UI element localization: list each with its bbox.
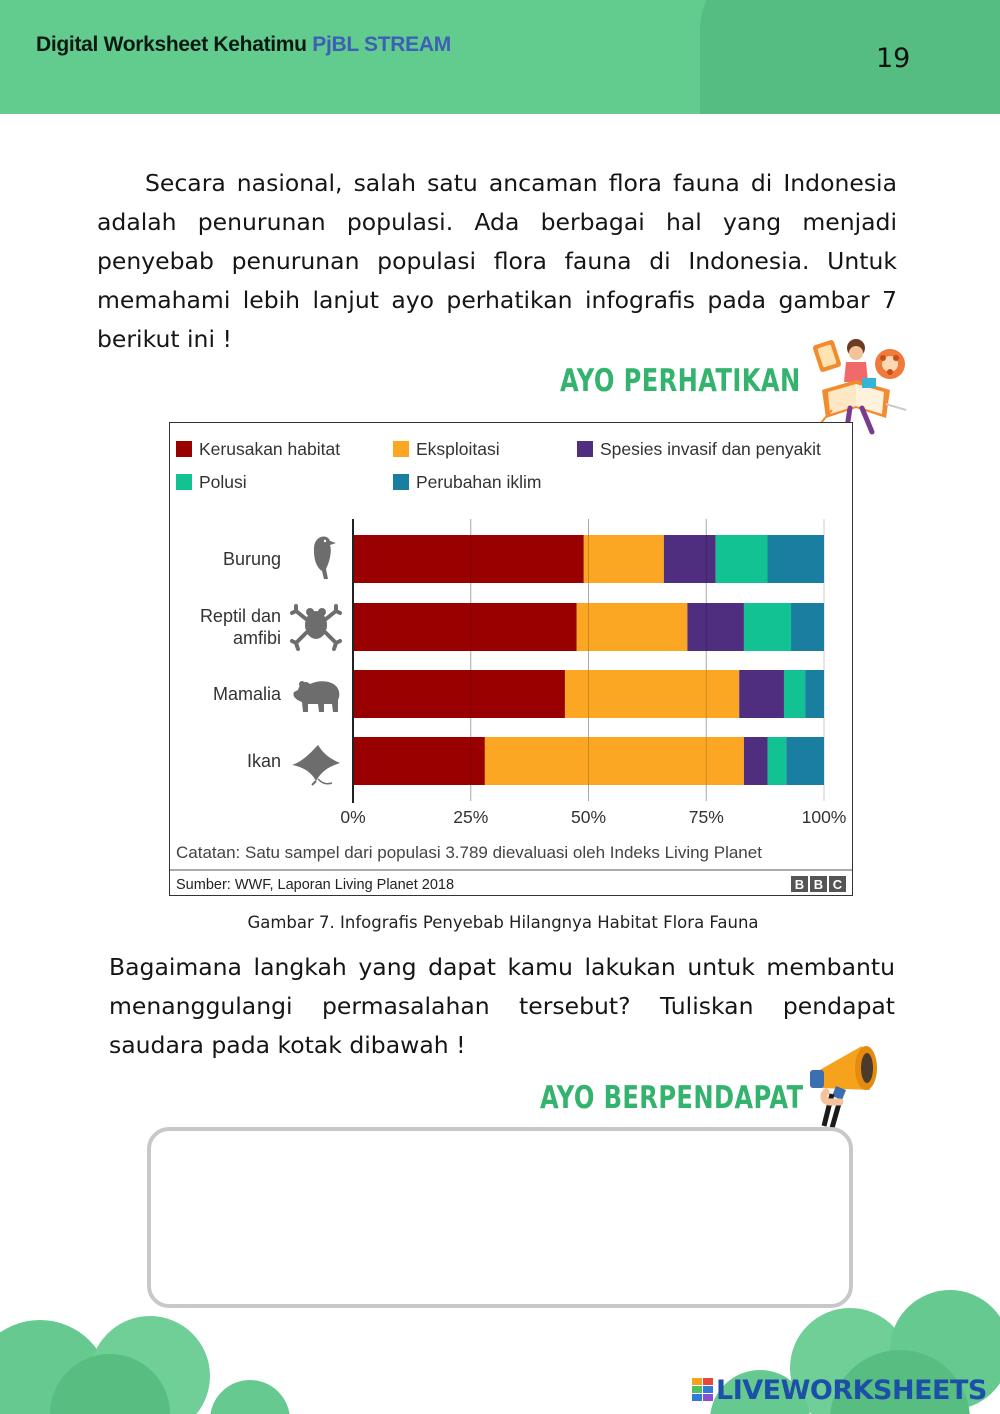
bbc-logo (791, 876, 846, 892)
page-number: 19 (876, 43, 911, 74)
worksheet-title-accent: PjBL STREAM (312, 33, 451, 56)
figure-caption: Gambar 7. Infografis Penyebab Hilangnya Habitat Flora Fauna (247, 913, 759, 932)
page-header (0, 0, 1000, 114)
liveworksheets-wordmark: LIVEWORKSHEETS (716, 1374, 987, 1406)
bar-mamalia-kerusakan-habitat (353, 670, 565, 718)
answer-box (147, 1127, 853, 1308)
legend-swatch-polusi (176, 474, 192, 490)
bar-reptil-dan-amfibi-eksploitasi (577, 603, 688, 651)
legend-label-spesies-invasif-dan-penyakit: Spesies invasif dan penyakit (600, 439, 821, 459)
frog-icon (292, 606, 340, 649)
legend-swatch-kerusakan-habitat (176, 441, 192, 457)
x-tick-label-100: 100% (801, 807, 847, 827)
bar-reptil-dan-amfibi-spesies-invasif-dan-penyakit (687, 603, 744, 651)
bear-icon (293, 681, 339, 712)
bar-mamalia-perubahan-iklim (805, 670, 824, 718)
bird-icon (314, 537, 336, 580)
liveworksheets-logo-icon (692, 1378, 714, 1402)
category-label-reptil-dan-amfibi-line-1: Reptil dan (199, 606, 281, 626)
bar-burung-kerusakan-habitat (353, 535, 584, 583)
bar-burung-spesies-invasif-dan-penyakit (664, 535, 716, 583)
category-label-ikan: Ikan (246, 751, 281, 771)
manta-ray-icon (292, 745, 340, 785)
bar-ikan-polusi (767, 737, 786, 785)
liveworksheets-brand[interactable] (692, 1372, 987, 1408)
habitat-loss-infographic (169, 422, 853, 896)
x-tick-label-25: 25% (453, 807, 489, 827)
worksheet-title (36, 33, 451, 57)
chart-source: Sumber: WWF, Laporan Living Planet 2018 (176, 877, 455, 893)
intro-paragraph: Secara nasional, salah satu ancaman flora fauna di Indonesia adalah penurunan populasi. Ada berbagai hal yang menjadi penyebab penurunan populasi flora fauna di Indonesia. Untuk memahami lebih lanjut ayo perhatikan infografis pada gambar 7 berikut ini ! (97, 169, 897, 353)
legend-label-polusi: Polusi (199, 472, 247, 492)
bbc-logo-letter-3: C (832, 877, 843, 892)
bar-ikan-spesies-invasif-dan-penyakit (744, 737, 768, 785)
legend-label-kerusakan-habitat: Kerusakan habitat (199, 439, 341, 459)
bar-reptil-dan-amfibi-polusi (744, 603, 791, 651)
bar-mamalia-eksploitasi (565, 670, 739, 718)
megaphone-icon (806, 1036, 890, 1128)
bar-ikan-eksploitasi (485, 737, 744, 785)
legend-label-perubahan-iklim: Perubahan iklim (416, 472, 542, 492)
bbc-logo-letter-2: B (813, 877, 824, 892)
x-tick-label-50: 50% (570, 807, 607, 827)
legend-swatch-perubahan-iklim (393, 474, 409, 490)
category-label-reptil-dan-amfibi-line-2: amfibi (232, 628, 281, 648)
legend-swatch-spesies-invasif-dan-penyakit (577, 441, 593, 457)
x-tick-label-0: 0% (340, 807, 366, 827)
header-shade (700, 0, 1000, 114)
bar-burung-eksploitasi (584, 535, 664, 583)
worksheet-title-main: Digital Worksheet Kehatimu (36, 33, 307, 56)
bar-mamalia-spesies-invasif-dan-penyakit (739, 670, 784, 718)
legend-swatch-eksploitasi (393, 441, 409, 457)
answer-input[interactable] (151, 1131, 849, 1304)
bar-ikan-kerusakan-habitat (353, 737, 485, 785)
chart-note: Catatan: Satu sampel dari populasi 3.789 dievaluasi oleh Indeks Living Planet (176, 843, 762, 862)
stacked-bar-chart (170, 423, 853, 896)
bar-reptil-dan-amfibi-kerusakan-habitat (353, 603, 577, 651)
bar-mamalia-polusi (784, 670, 805, 718)
bbc-logo-letter-1: B (794, 877, 805, 892)
x-tick-label-75: 75% (688, 807, 724, 827)
category-label-mamalia: Mamalia (212, 684, 281, 704)
opinion-heading: AYO BERPENDAPAT (540, 1080, 804, 1116)
bar-burung-perubahan-iklim (767, 535, 824, 583)
bar-burung-polusi (716, 535, 768, 583)
observe-heading: AYO PERHATIKAN (560, 363, 801, 399)
bar-ikan-perubahan-iklim (786, 737, 824, 785)
legend-label-eksploitasi: Eksploitasi (416, 439, 500, 459)
question-paragraph: Bagaimana langkah yang dapat kamu lakukan untuk membantu menanggulangi permasalahan tersebut? Tuliskan pendapat saudara pada kotak dibawah ! (109, 953, 895, 1059)
category-label-burung: Burung (222, 549, 281, 569)
bar-reptil-dan-amfibi-perubahan-iklim (791, 603, 824, 651)
